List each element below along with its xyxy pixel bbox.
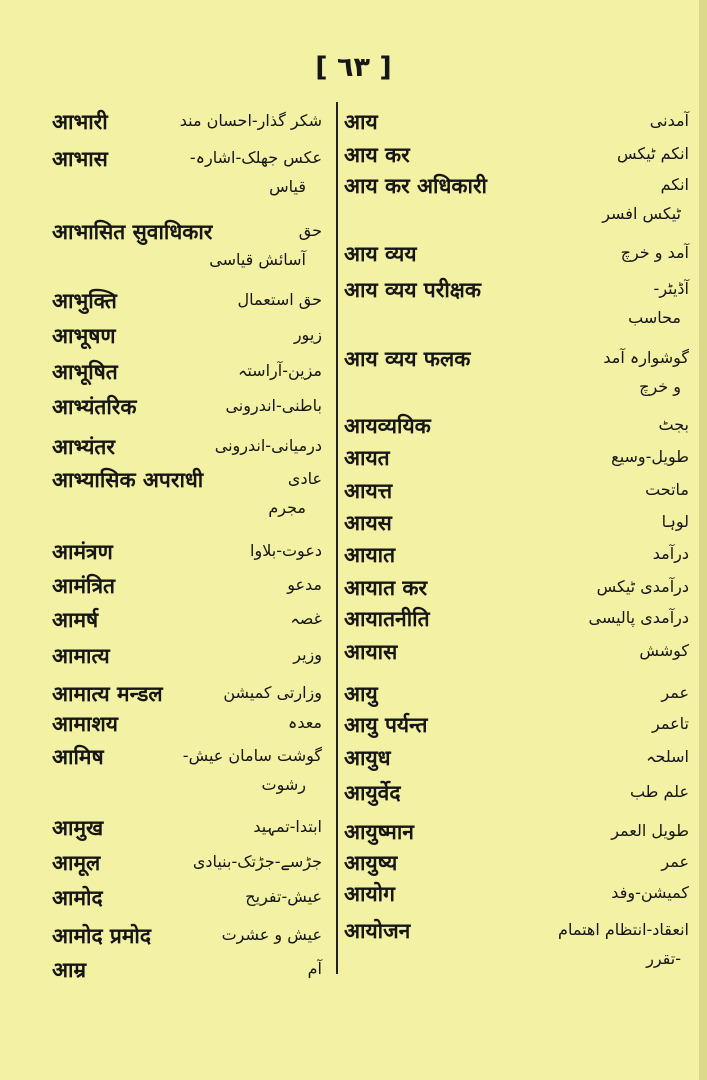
definition: علم طب (629, 782, 689, 801)
definition: آم (307, 959, 322, 978)
headword: आयोजन (344, 919, 411, 943)
headword: आयुर्वेद (344, 781, 401, 805)
headword: आभास (52, 147, 108, 171)
headword: आभूषण (52, 324, 116, 348)
definition-continuation: و خرچ (639, 377, 681, 396)
definition: ماتحت (645, 480, 689, 499)
definition: درآمدی پالیسی (588, 608, 689, 627)
headword: आयव्ययिक (344, 414, 431, 438)
definition: گوشت سامان عیش- (182, 746, 322, 765)
definition: زیور (293, 325, 322, 344)
definition: معدہ (287, 713, 322, 732)
definition: درمیانی-اندرونی (214, 436, 322, 455)
headword: आय व्यय (344, 242, 417, 266)
headword: आभ्यंतरिक (52, 395, 137, 419)
headword: आमंत्रित (52, 574, 116, 598)
page-number: [ ٦٣ ] (315, 52, 392, 83)
headword: आयोग (344, 882, 395, 906)
headword: आभ्यंतर (52, 435, 115, 459)
definition: کوشش (639, 641, 689, 660)
headword: आभारी (52, 110, 108, 134)
definition: مدعو (287, 575, 322, 594)
headword: आमात्य मन्डल (52, 682, 163, 706)
headword: आमिष (52, 745, 104, 769)
headword: आमुख (52, 816, 104, 840)
definition: لوہا (661, 512, 689, 531)
definition: عادی (287, 469, 322, 488)
definition: گوشوارہ آمد (603, 348, 689, 367)
definition-continuation: ٹیکس افسر (602, 204, 681, 223)
headword: आयातनीति (344, 607, 430, 631)
definition: وزارتی کمیشن (223, 683, 322, 702)
definition: آمدنی (649, 111, 689, 130)
definition-continuation: مجرم (268, 498, 306, 517)
definition: درآمدی ٹیکس (596, 577, 689, 596)
definition: انعقاد-انتظام اهتمام (558, 920, 689, 939)
headword: आमूल (52, 851, 101, 875)
definition: ابتدا-تمہید (253, 817, 322, 836)
definition: باطنی-اندرونی (225, 396, 322, 415)
definition: عیش و عشرت (221, 925, 322, 944)
headword: आयु (344, 682, 378, 706)
headword: आभूषित (52, 360, 118, 384)
headword: आय (344, 110, 378, 134)
headword: आमंत्रण (52, 540, 113, 564)
headword: आयत (344, 446, 390, 470)
definition-continuation: -تقرر (646, 949, 681, 968)
headword: आमर्ष (52, 608, 99, 632)
headword: आयुध (344, 746, 391, 770)
headword: आयात (344, 543, 396, 567)
definition: دعوت-بلاوا (250, 541, 322, 560)
headword: आमोद (52, 886, 103, 910)
headword: आमोद प्रमोद (52, 924, 152, 948)
definition: غصہ (290, 609, 322, 628)
definition: کمیشن-وفد (611, 883, 689, 902)
definition-continuation: قیاس (269, 177, 306, 196)
headword: आयु पर्यन्त (344, 713, 428, 737)
definition: حق استعمال (237, 290, 322, 309)
definition: مزین-آراستہ (237, 361, 322, 380)
definition: آمد و خرچ (620, 243, 689, 262)
definition: اسلحہ (646, 747, 689, 766)
headword: आय व्यय फलक (344, 347, 471, 371)
definition: حق (298, 221, 322, 240)
definition: عمر (661, 852, 689, 871)
headword: आयत्त (344, 479, 393, 503)
headword: आय व्यय परीक्षक (344, 278, 481, 302)
definition: طویل-وسیع (611, 447, 689, 466)
definition: انکم ٹیکس (617, 144, 689, 163)
headword: आय कर अधिकारी (344, 174, 487, 198)
headword: आयस (344, 511, 392, 535)
definition-continuation: آسائش قیاسی (209, 250, 306, 269)
headword: आम्र (52, 958, 87, 982)
definition: طویل العمر (611, 821, 689, 840)
column-divider (336, 102, 338, 974)
headword: आमाशय (52, 712, 118, 736)
page-edge (699, 0, 707, 1080)
definition: عیش-تفریح (245, 887, 322, 906)
headword: आयास (344, 640, 398, 664)
definition-continuation: رشوت (261, 775, 306, 794)
headword: आयुष्य (344, 851, 398, 875)
headword: आभ्यासिक अपराधी (52, 468, 204, 492)
headword: आयुष्मान (344, 820, 414, 844)
headword: आयात कर (344, 576, 428, 600)
headword: आभासित सुवाधिकार (52, 220, 213, 244)
definition: درآمد (652, 544, 689, 563)
definition: عمر (661, 683, 689, 702)
definition: انکم (660, 175, 689, 194)
headword: आभुक्ति (52, 289, 117, 313)
headword: आमात्य (52, 644, 110, 668)
definition: تاعمر (652, 714, 689, 733)
definition-continuation: محاسب (628, 308, 681, 327)
definition: وزیر (293, 645, 322, 664)
definition: شکر گذار-احسان مند (179, 111, 322, 130)
headword: आय कर (344, 143, 410, 167)
definition: بجٹ (658, 415, 689, 434)
definition: جڑسے-جڑتک-بنیادی (192, 852, 322, 871)
definition: آڈیٹر- (653, 279, 689, 298)
definition: عکس جھلک-اشارہ- (189, 148, 322, 167)
